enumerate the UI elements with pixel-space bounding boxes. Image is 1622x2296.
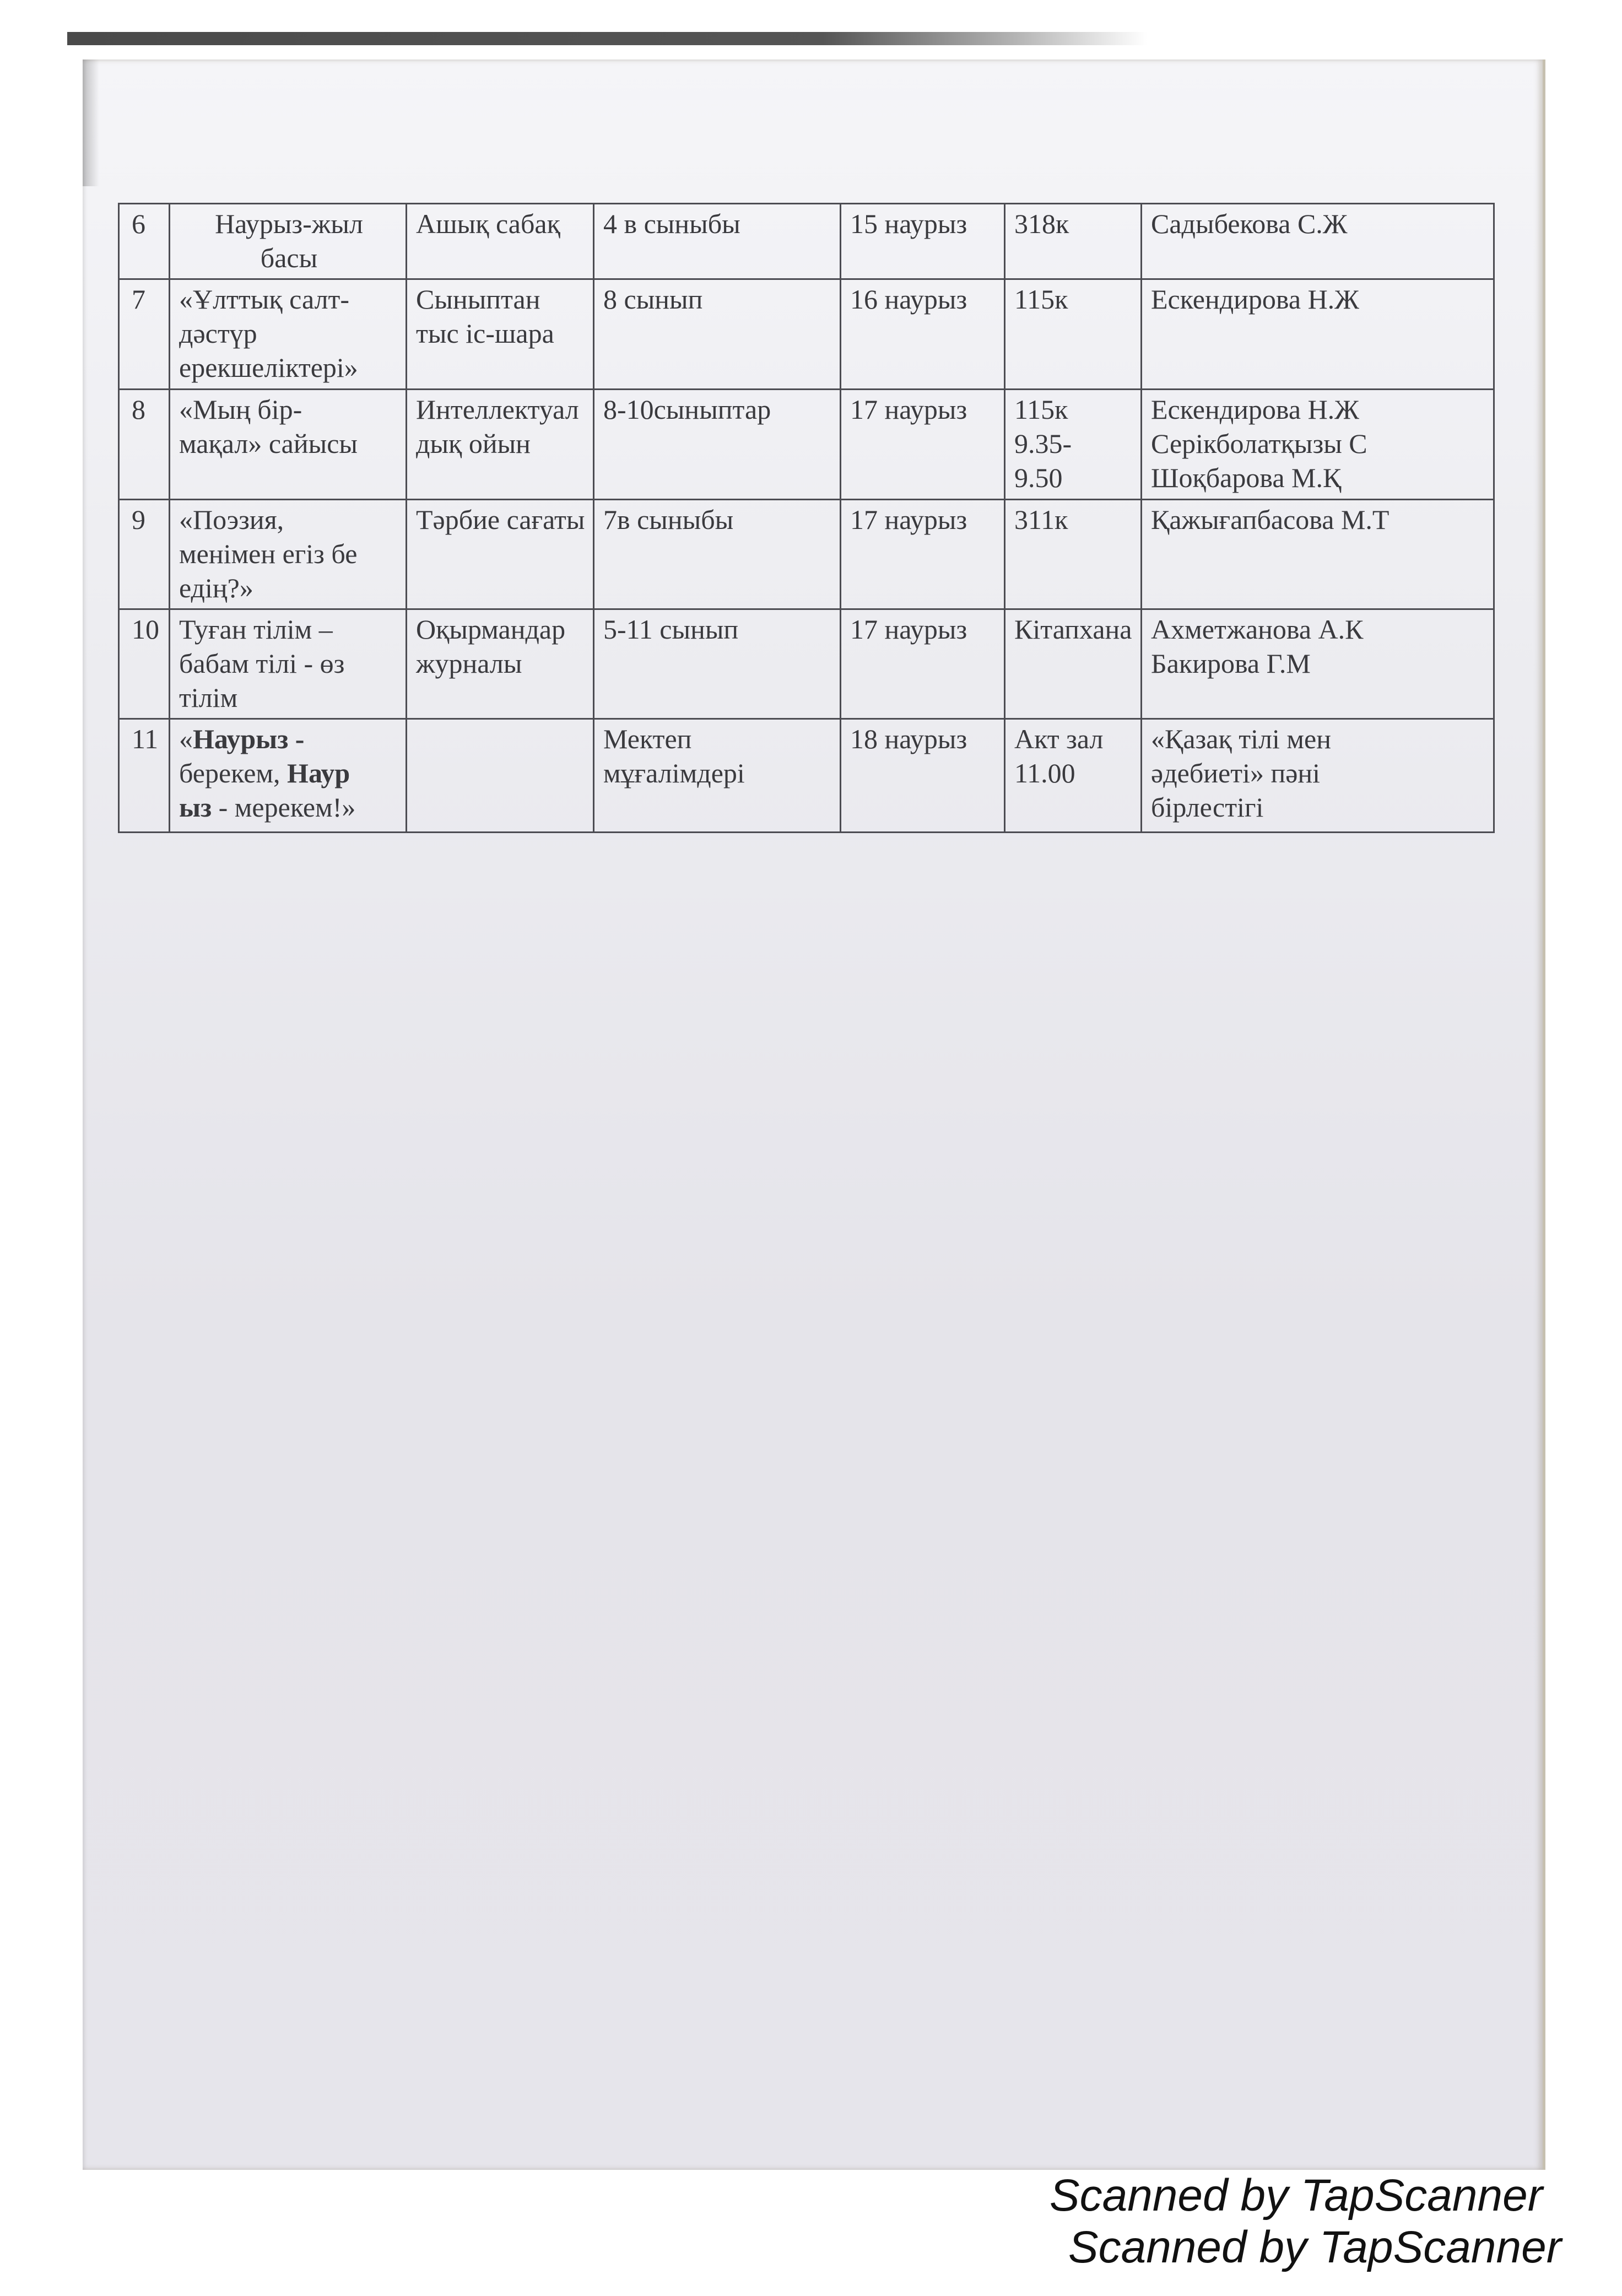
event-place: 115к <box>1005 279 1142 390</box>
page-edge-shadow <box>83 60 99 186</box>
table-row <box>119 609 1494 719</box>
events-plan-table <box>118 203 1495 833</box>
table-row <box>119 279 1494 390</box>
event-title: «Поэзия, менімен егіз бе едің?» <box>170 500 407 609</box>
table-row <box>119 390 1494 500</box>
event-responsible: Ескендирова Н.Ж Серікболатқызы С Шоқбарова М.Қ <box>1142 390 1494 500</box>
event-title: «Ұлттық салт- дәстүр ерекшеліктері» <box>170 279 407 390</box>
event-title: Туған тілім – бабам тілі - өз тілім <box>170 609 407 719</box>
event-audience: 4 в сыныбы <box>594 204 841 279</box>
event-date: 18 наурыз <box>841 719 1005 833</box>
event-place: 115к 9.35- 9.50 <box>1005 390 1142 500</box>
table-row <box>119 204 1494 279</box>
event-place: Кітапхана <box>1005 609 1142 719</box>
event-audience: 8-10сыныптар <box>594 390 841 500</box>
scanner-watermark: Scanned by TapScanner <box>1068 2222 1561 2272</box>
table-row <box>119 500 1494 609</box>
row-number: 10 <box>119 609 170 719</box>
event-date: 17 наурыз <box>841 390 1005 500</box>
row-number: 8 <box>119 390 170 500</box>
event-place: 318к <box>1005 204 1142 279</box>
scanner-watermark: Scanned by TapScanner <box>1049 2170 1543 2221</box>
event-date: 17 наурыз <box>841 500 1005 609</box>
event-responsible: «Қазақ тілі мен әдебиеті» пәні бірлестігі <box>1142 719 1494 833</box>
event-type: Оқырмандар журналы <box>407 609 594 719</box>
event-responsible: Ахметжанова А.К Бакирова Г.М <box>1142 609 1494 719</box>
event-audience: 7в сыныбы <box>594 500 841 609</box>
event-audience: 5-11 сынып <box>594 609 841 719</box>
scan-top-border <box>67 32 1147 45</box>
row-number: 6 <box>119 204 170 279</box>
event-audience: 8 сынып <box>594 279 841 390</box>
event-type: Сыныптан тыс іс-шара <box>407 279 594 390</box>
row-number: 11 <box>119 719 170 833</box>
event-place: 311к <box>1005 500 1142 609</box>
event-type <box>407 719 594 833</box>
event-date: 16 наурыз <box>841 279 1005 390</box>
event-title: «Наурыз - берекем, Наур ыз - мерекем!» <box>170 719 407 833</box>
event-title: Наурыз-жыл басы <box>170 204 407 279</box>
event-type: Ашық сабақ <box>407 204 594 279</box>
event-responsible: Ескендирова Н.Ж <box>1142 279 1494 390</box>
row-number: 7 <box>119 279 170 390</box>
event-date: 15 наурыз <box>841 204 1005 279</box>
event-responsible: Қажығапбасова М.Т <box>1142 500 1494 609</box>
event-title: «Мың бір- мақал» сайысы <box>170 390 407 500</box>
event-place: Акт зал 11.00 <box>1005 719 1142 833</box>
event-audience: Мектеп мұғалімдері <box>594 719 841 833</box>
row-number: 9 <box>119 500 170 609</box>
table-row <box>119 719 1494 833</box>
event-responsible: Садыбекова С.Ж <box>1142 204 1494 279</box>
event-date: 17 наурыз <box>841 609 1005 719</box>
event-type: Тәрбие сағаты <box>407 500 594 609</box>
event-type: Интеллектуалдық ойын <box>407 390 594 500</box>
